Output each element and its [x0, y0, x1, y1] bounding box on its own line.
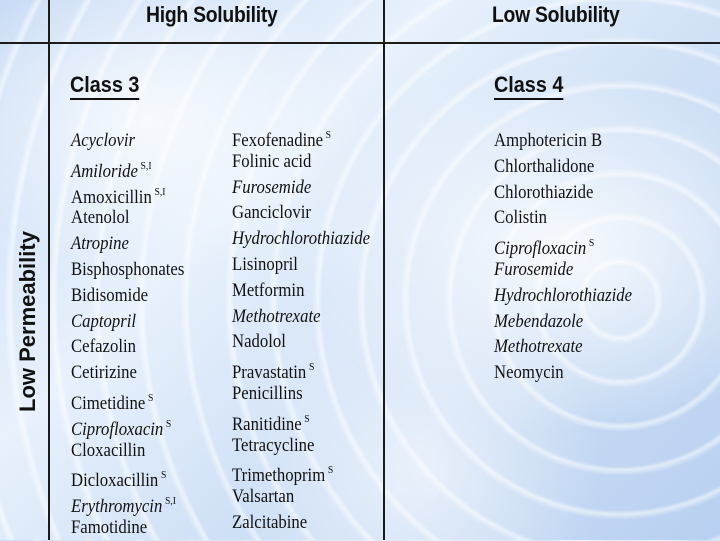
drug-name: Pravastatin	[232, 362, 307, 384]
drug-annotation-superscript: S	[325, 129, 332, 141]
drug-name: Lisinopril	[232, 253, 298, 275]
drug-list-item	[232, 123, 370, 149]
drug-name: Acyclovir	[71, 130, 136, 151]
drug-list-item	[232, 510, 370, 536]
drug-list-item	[71, 463, 184, 492]
drug-name: Furosemide	[232, 176, 312, 198]
drug-annotation-superscript: S	[308, 361, 315, 374]
drug-list-item	[71, 257, 184, 283]
drug-name: Penicillins	[232, 382, 303, 404]
drug-list-item	[71, 489, 184, 518]
drug-list-item	[232, 226, 370, 252]
class3-drug-list-column1	[71, 128, 200, 541]
drug-list-item	[232, 433, 370, 459]
drug-name: Cimetidine	[71, 392, 146, 414]
drug-name: Valsartan	[232, 486, 295, 508]
drug-list-item	[71, 438, 184, 464]
drug-name: Captopril	[71, 310, 137, 332]
drug-annotation-superscript: S	[165, 417, 172, 430]
drug-list-item	[232, 355, 370, 384]
class4-title: Class 4	[494, 72, 563, 100]
drug-name: Atenolol	[71, 207, 130, 229]
drug-annotation-superscript: S	[588, 237, 595, 250]
drug-name: Mebendazole	[494, 310, 584, 332]
drug-name: Methotrexate	[232, 305, 321, 327]
drug-list-item	[494, 360, 632, 386]
drug-name: Amphotericin B	[494, 130, 603, 151]
drug-list-item	[71, 205, 184, 231]
class3-drug-list-column2	[232, 123, 389, 536]
low-solubility-header: Low Solubility	[492, 2, 620, 27]
drug-name: Ciprofloxacin	[494, 238, 587, 260]
class4-drug-list	[494, 128, 651, 386]
drug-annotation-superscript: S,I	[164, 495, 176, 508]
drug-list-item	[232, 252, 370, 278]
drug-list-item	[494, 154, 632, 180]
drug-list-item	[232, 329, 370, 355]
drug-list-item	[494, 334, 632, 360]
drug-list-item	[494, 180, 632, 206]
side-column-divider-line	[48, 0, 50, 540]
class3-title: Class 3	[70, 72, 139, 100]
drug-list-item	[232, 278, 370, 304]
drug-name: Ranitidine	[232, 413, 302, 435]
drug-annotation-superscript: S	[304, 412, 310, 425]
drug-name: Chlorthalidone	[494, 155, 595, 177]
drug-annotation-superscript: S	[147, 391, 154, 404]
drug-list-item	[494, 231, 632, 260]
drug-name: Fexofenadine	[232, 130, 323, 151]
drug-name: Nadolol	[232, 331, 286, 353]
drug-annotation-superscript: S,I	[140, 159, 152, 172]
drug-list-item	[71, 360, 184, 386]
drug-name: Atropine	[71, 233, 129, 255]
drug-name: Hydrochlorothiazide	[232, 228, 371, 250]
drug-name: Ganciclovir	[232, 202, 311, 224]
drug-name: Folinic acid	[232, 150, 312, 172]
header-divider-line	[0, 42, 720, 44]
drug-name: Dicloxacillin	[71, 470, 159, 492]
drug-name: Tetracycline	[232, 434, 315, 456]
drug-list-item	[232, 304, 370, 330]
drug-list-item	[494, 205, 632, 231]
drug-list-item	[232, 484, 370, 510]
drug-list-item	[232, 381, 370, 407]
drug-annotation-superscript: S	[160, 469, 167, 482]
drug-name: Furosemide	[494, 258, 574, 280]
drug-name: Metformin	[232, 279, 305, 301]
high-solubility-header: High Solubility	[146, 2, 278, 27]
drug-name: Amiloride	[71, 160, 138, 182]
drug-list-item	[494, 257, 632, 283]
drug-list-item	[494, 283, 632, 309]
drug-list-item	[71, 412, 184, 438]
drug-name: Chlorothiazide	[494, 181, 594, 203]
drug-name: Cloxacillin	[71, 439, 146, 461]
drug-list-item	[232, 458, 370, 487]
drug-name: Hydrochlorothiazide	[494, 284, 633, 306]
drug-name: Erythromycin	[71, 496, 163, 518]
drug-list-item	[232, 407, 370, 433]
drug-list-item	[232, 175, 370, 201]
drug-name: Colistin	[494, 207, 547, 229]
drug-name: Cefazolin	[71, 336, 136, 358]
drug-list-item	[232, 149, 370, 175]
drug-list-item	[71, 180, 184, 206]
drug-list-item	[71, 283, 184, 309]
drug-list-item	[494, 309, 632, 335]
drug-name: Zalcitabine	[232, 511, 308, 533]
drug-annotation-superscript: S,I	[154, 185, 166, 198]
low-permeability-label: Low Permeability	[15, 231, 40, 412]
drug-list-item	[232, 200, 370, 226]
drug-list-item	[71, 231, 184, 257]
drug-name: Famotidine	[71, 516, 148, 538]
drug-name: Cetirizine	[71, 362, 137, 384]
drug-list-item	[71, 334, 184, 360]
drug-name: Amoxicillin	[71, 186, 152, 208]
drug-list-item	[494, 128, 632, 154]
drug-list-item	[71, 128, 184, 154]
drug-name: Neomycin	[494, 362, 564, 384]
drug-name: Bidisomide	[71, 284, 149, 306]
drug-name: Trimethoprim	[232, 465, 326, 487]
drug-annotation-superscript: S	[327, 464, 334, 477]
drug-list-item	[71, 154, 184, 180]
drug-name: Methotrexate	[494, 336, 583, 358]
drug-name: Ciprofloxacin	[71, 418, 164, 440]
drug-list-item	[71, 515, 184, 541]
drug-list-item	[71, 386, 184, 412]
drug-name: Bisphosphonates	[71, 258, 185, 280]
drug-list-item	[71, 309, 184, 335]
